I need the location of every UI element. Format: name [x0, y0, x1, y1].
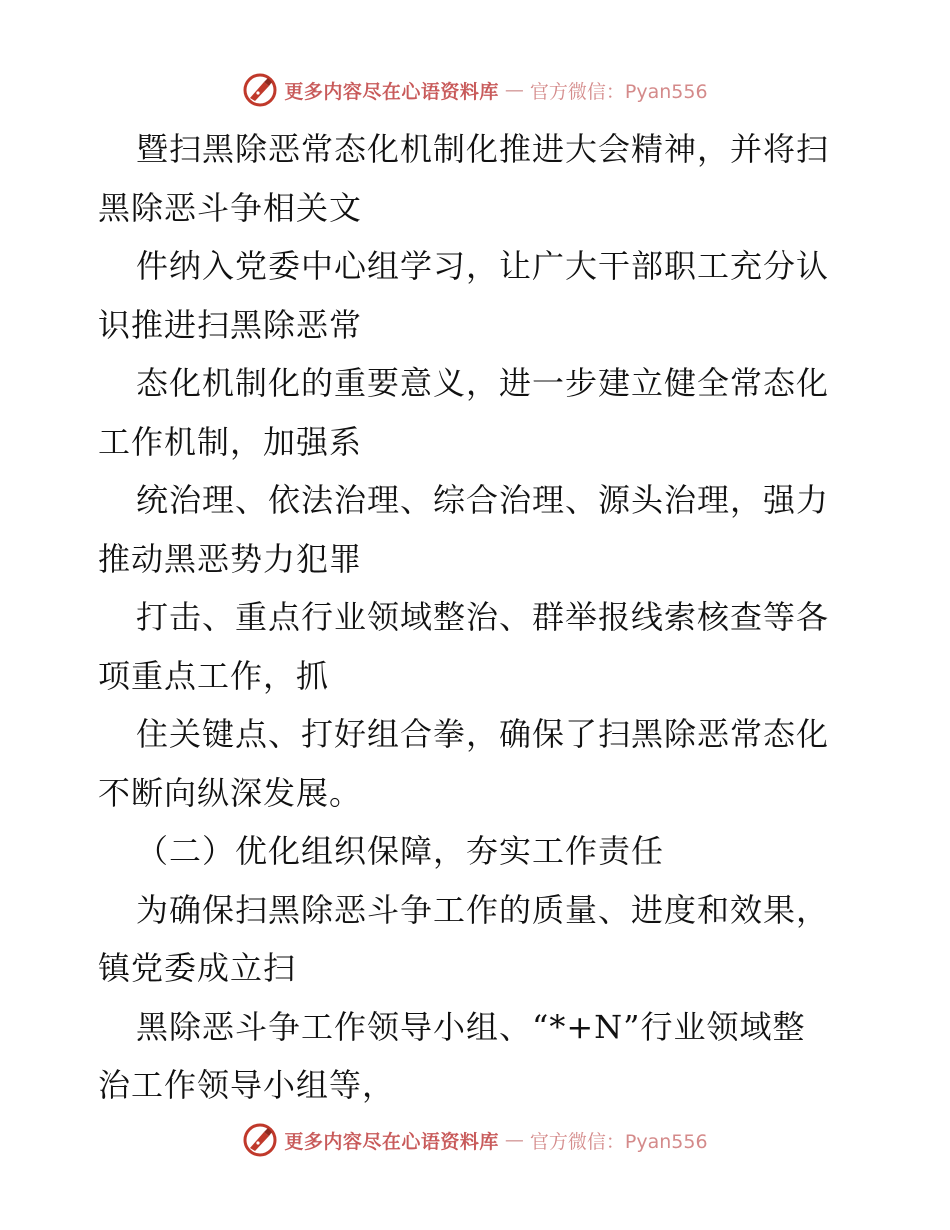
body-line: 黑除恶斗争相关文 — [98, 188, 363, 227]
body-line: 态化机制化的重要意义，进一步建立健全常态化 — [136, 364, 830, 402]
header-banner — [0, 70, 950, 110]
body-line: 工作机制，加强系 — [98, 422, 363, 461]
banner-wechat: 官方微信：Pyan556 — [529, 80, 708, 103]
section-heading: （二）优化组织保障，夯实工作责任 — [136, 832, 665, 870]
banner-separator: — — [504, 1129, 524, 1151]
pen-nib-logo-icon — [242, 1122, 278, 1158]
body-line: 住关键点、打好组合拳，确保了扫黑除恶常态化 — [136, 715, 830, 753]
document-body — [98, 120, 858, 1115]
body-line: 统治理、依法治理、综合治理、源头治理，强力 — [136, 481, 830, 519]
body-line: 项重点工作，抓 — [98, 656, 330, 695]
body-line: 治工作领导小组等， — [98, 1066, 396, 1104]
body-line: 暨扫黑除恶常态化机制化推进大会精神，并将扫 — [136, 130, 830, 168]
footer-banner — [0, 1120, 950, 1160]
banner-separator: — — [504, 79, 524, 101]
body-line: 打击、重点行业领域整治、群举报线索核查等各 — [136, 598, 830, 636]
body-line: 镇党委成立扫 — [98, 949, 297, 987]
body-line: 识推进扫黑除恶常 — [98, 305, 363, 344]
pen-nib-logo-icon — [242, 72, 278, 108]
body-line: 推动黑恶势力犯罪 — [98, 539, 363, 578]
body-line: 不断向纵深发展。 — [98, 773, 363, 812]
banner-wechat: 官方微信：Pyan556 — [529, 1130, 708, 1153]
body-line: 件纳入党委中心组学习，让广大干部职工充分认 — [136, 247, 830, 285]
body-line: 为确保扫黑除恶斗争工作的质量、进度和效果， — [136, 890, 830, 929]
body-line: 黑除恶斗争工作领导小组、“*+N”行业领域整 — [136, 1007, 806, 1046]
banner-text: 更多内容尽在心语资料库 — [284, 80, 499, 103]
banner-text: 更多内容尽在心语资料库 — [284, 1130, 499, 1153]
